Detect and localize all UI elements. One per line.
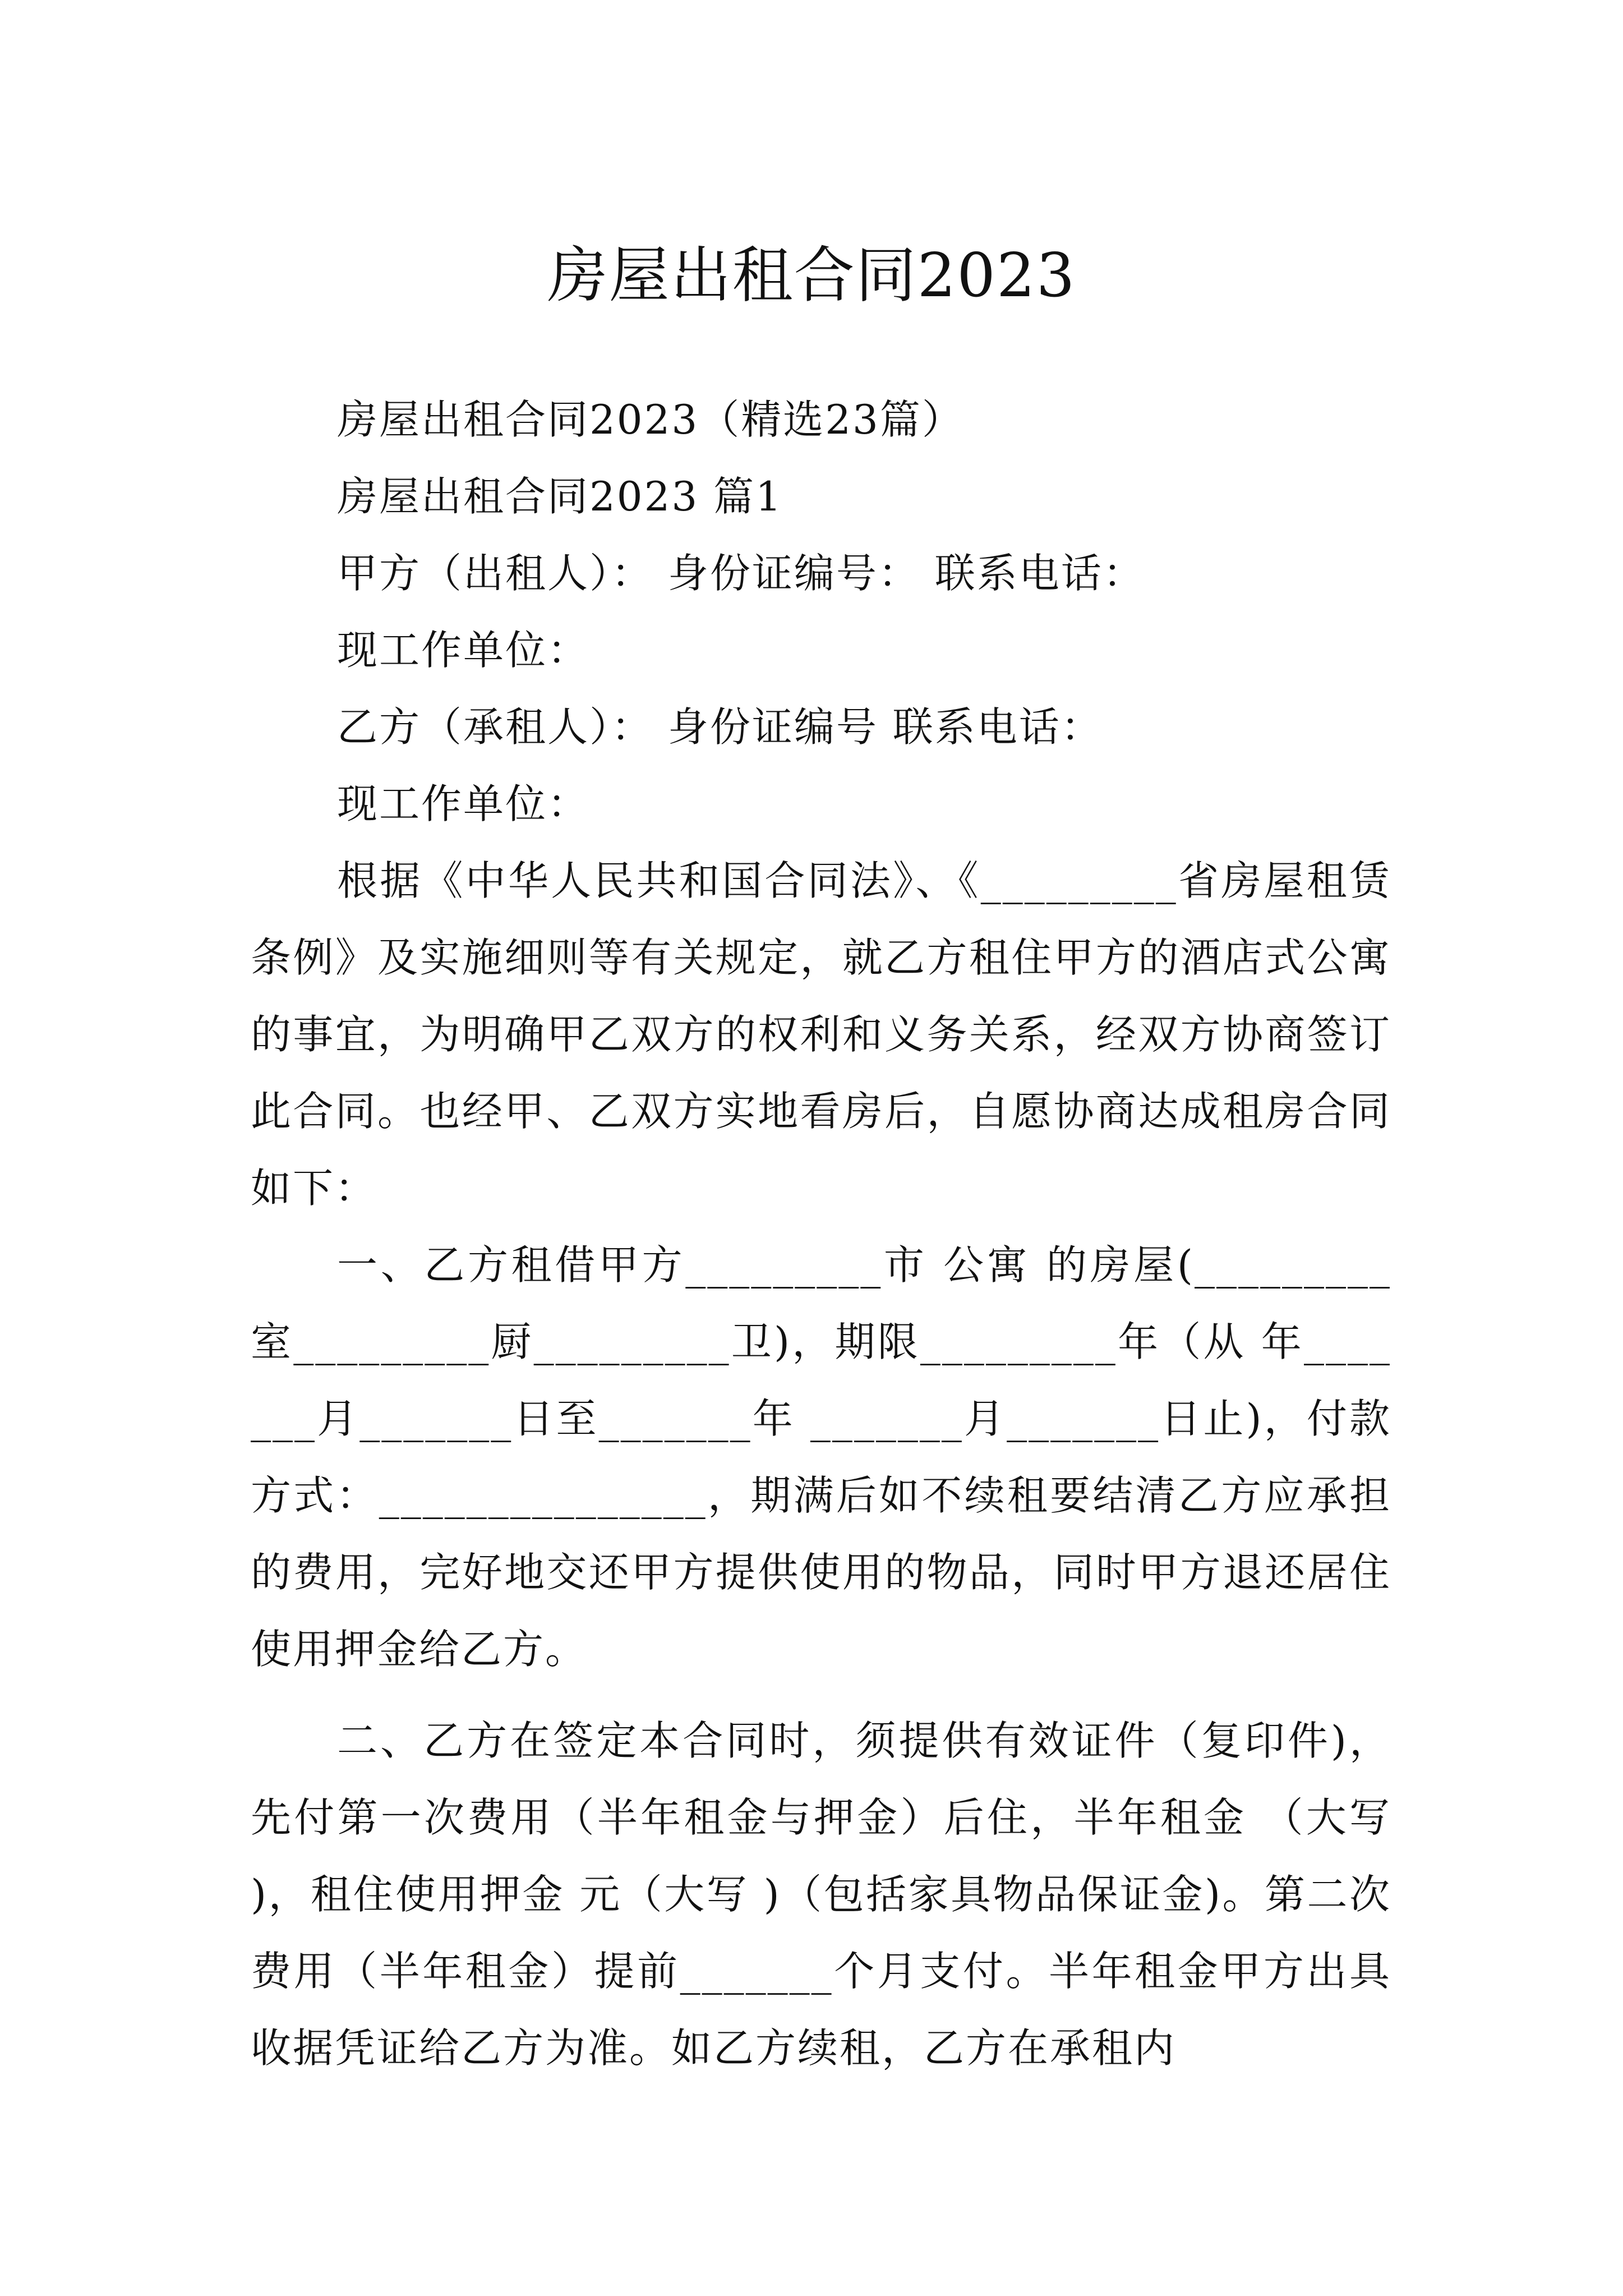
paragraph-clause-2: 二、乙方在签定本合同时，须提供有效证件（复印件)，先付第一次费用（半年租金与押金）后住，半年租金 （大写 )，租住使用押金 元（大写 )（包括家具物品保证金)。第二次费用（半年租金）提前_______个月支付。半年租金甲方出具收据凭证给乙方为准。如乙方续租，乙方在承租内 <box>251 1717 1391 2072</box>
paragraph-clause-1: 一、乙方租借甲方_________市 公寓 的房屋(_________室_________厨_________卫)，期限_________年（从 年_______月_______日至_______年 _______月_______日止)，付款方式：_______________，期满后如不续租要结清乙方应承担的费用，完好地交还甲方提供使用的物品，同时甲方退还居住使用押金给乙方。 <box>251 1241 1391 1673</box>
document-body <box>251 381 1391 2087</box>
paragraph-section-heading: 房屋出租合同2023 篇1 <box>337 473 783 520</box>
paragraph-gap <box>251 1688 1391 1703</box>
document-title: 房屋出租合同2023 <box>547 241 1076 311</box>
paragraph-party-a: 甲方（出租人）： 身份证编号： 联系电话： <box>337 550 1145 597</box>
paragraph-party-a-work: 现工作单位： <box>337 627 590 674</box>
paragraph-party-b: 乙方（承租人）： 身份证编号 联系电话： <box>337 703 1103 751</box>
paragraph-party-b-work: 现工作单位： <box>337 780 590 827</box>
paragraph-preamble: 根据《中华人民共和国合同法》、《_________省房屋租赁条例》及实施细则等有关规定，就乙方租住甲方的酒店式公寓的事宜，为明确甲乙双方的权利和义务关系，经双方协商签订此合同。也经甲、乙双方实地看房后，自愿协商达成租房合同如下： <box>251 857 1391 1212</box>
paragraph-subtitle: 房屋出租合同2023（精选23篇） <box>337 396 964 443</box>
